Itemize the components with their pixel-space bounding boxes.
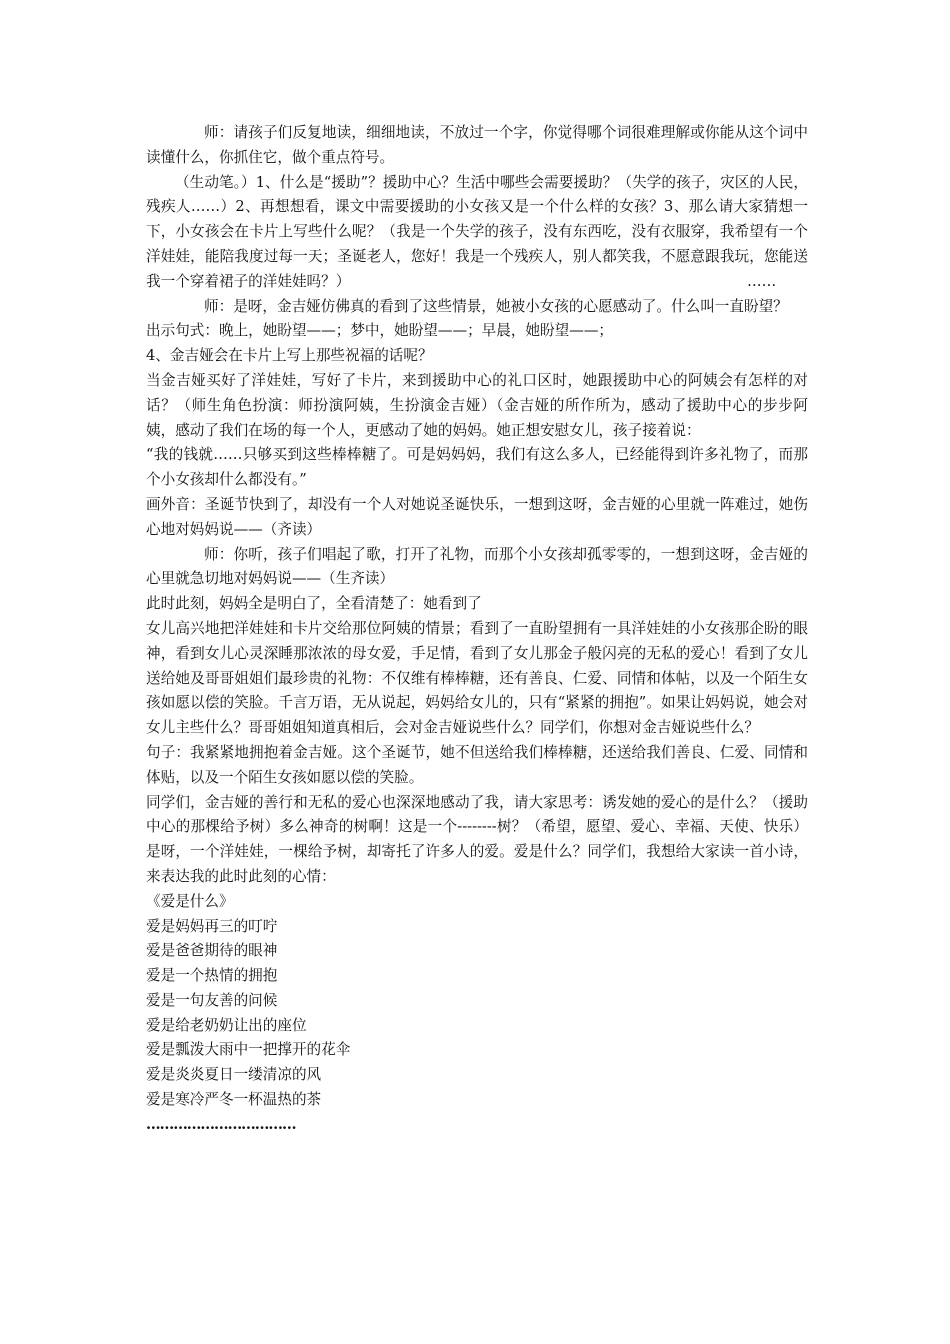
paragraph-teacher-longing: 师：是呀，金吉娅仿佛真的看到了这些情景，她被小女孩的心愿感动了。什么叫一直盼望？ — [204, 297, 788, 315]
paragraph-role-play: 当金吉娅买好了洋娃娃，写好了卡片，来到援助中心的礼口区时，她跟援助中心的阿姨会有怎样的对话？（师生角色扮演：师扮演阿姨，生扮演金吉娅）（金吉娅的所作所为，感动了援助中心的步步阿姨，感动了我们在场的每一个人，更感动了她的妈妈。她正想安慰女儿，孩子接着说： — [146, 371, 808, 439]
paragraph-voice-over: 画外音：圣诞节快到了，却没有一个人对她说圣诞快乐，一想到这呀，金吉娅的心里就一阵难过，她伤心地对妈妈说——（齐读） — [146, 495, 808, 538]
paragraph-student-questions: （生动笔。）1、什么是“援助”？援助中心？生活中哪些会需要援助？（失学的孩子，灾区的人民，残疾人……）2、再想想看，课文中需要援助的小女孩又是一个什么样的女孩？3、那么请大家猜想一下，小女孩会在卡片上写些什么呢？（我是一个失学的孩子，没有东西吃，没有衣服穿，我希望有一个洋娃娃，能陪我度过每一天；圣诞老人，您好！我是一个残疾人，别人都笑我，不愿意跟我玩，您能送我一个穿着裙子的洋娃娃吗？） — [146, 173, 808, 290]
poem-ending: …………………………… — [146, 1115, 296, 1133]
paragraph-sentence-hug: 句子：我紧紧地拥抱着金吉娅。这个圣诞节，她不但送给我们棒棒糖，还送给我们善良、仁爱、同情和体贴，以及一个陌生女孩如愿以偿的笑脸。 — [146, 743, 808, 786]
paragraph-mother-understands: 此时此刻，妈妈全是明白了，全看清楚了：她看到了 — [146, 595, 482, 613]
poem-line: 爱是炎炎夏日一缕清凉的风 — [146, 1066, 322, 1084]
ellipsis-text: …… — [747, 272, 777, 290]
poem-line: 爱是爸爸期待的眼神 — [146, 942, 278, 960]
paragraph-teacher-listen: 师：你听，孩子们唱起了歌，打开了礼物，而那个小女孩却孤零零的，一想到这呀，金吉娅的心里就急切地对妈妈说——（生齐读） — [146, 545, 808, 588]
poem-line: 爱是寒冷严冬一杯温热的茶 — [146, 1091, 322, 1109]
paragraph-teacher-instruction: 师：请孩子们反复地读，细细地读，不放过一个字，你觉得哪个词很难理解或你能从这个词中读懂什么，你抓住它，做个重点符号。 — [146, 124, 808, 166]
poem-line: 爱是妈妈再三的叮咛 — [146, 917, 278, 935]
paragraph-mother-sees: 女儿高兴地把洋娃娃和卡片交给那位阿姨的情景；看到了一直盼望拥有一具洋娃娃的小女孩那企盼的眼神，看到女儿心灵深睡那浓浓的母女爱，手足情，看到了女儿那金子般闪亮的无私的爱心！看到了女儿送给她及哥哥姐姐们最珍贵的礼物：不仅维有棒棒糖，还有善良、仁爱、同情和体帖，以及一个陌生女孩如愿以偿的笑脸。千言万语，无从说起，妈妈给女儿的，只有“紧紧的拥抱”。如果让妈妈说，她会对女儿主些什么？哥哥姐姐知道真相后，会对金吉娅说些什么？同学们，你想对金吉娅说些什么？ — [146, 619, 808, 737]
paragraph-sentence-pattern: 出示句式：晚上，她盼望——；梦中，她盼望——；早晨，她盼望——； — [146, 322, 614, 340]
paragraph-question-four: 4、金吉娅会在卡片上写上那些祝福的话呢？ — [146, 347, 433, 365]
poem-line: 爱是瓢泼大雨中一把撑开的花伞 — [146, 1041, 351, 1059]
poem — [146, 890, 808, 1138]
poem-line: 爱是给老奶奶让出的座位 — [146, 1016, 307, 1034]
paragraph-giving-tree: 同学们，金吉娅的善行和无私的爱心也深深地感动了我，请大家思考：诱发她的爱心的是什么？（援助中心的那棵给予树）多么神奇的树啊！这是一个--------树？（希望，愿望、爱心、幸福、天使、快乐）是呀，一个洋娃娃，一棵给予树，却寄托了许多人的爱。爱是什么？同学们，我想给大家读一首小诗，来表达我的此时此刻的心情： — [146, 793, 808, 885]
poem-line: 爱是一个热情的拥抱 — [146, 967, 278, 985]
paragraph-quote-lollipops: “我的钱就……只够买到这些棒棒糖了。可是妈妈妈，我们有这么多人，已经能得到许多礼物了，而那个小女孩却什么都没有。” — [146, 446, 808, 489]
document-body — [146, 121, 808, 1138]
poem-line: 爱是一句友善的问候 — [146, 991, 278, 1009]
poem-title: 《爱是什么》 — [146, 892, 234, 910]
